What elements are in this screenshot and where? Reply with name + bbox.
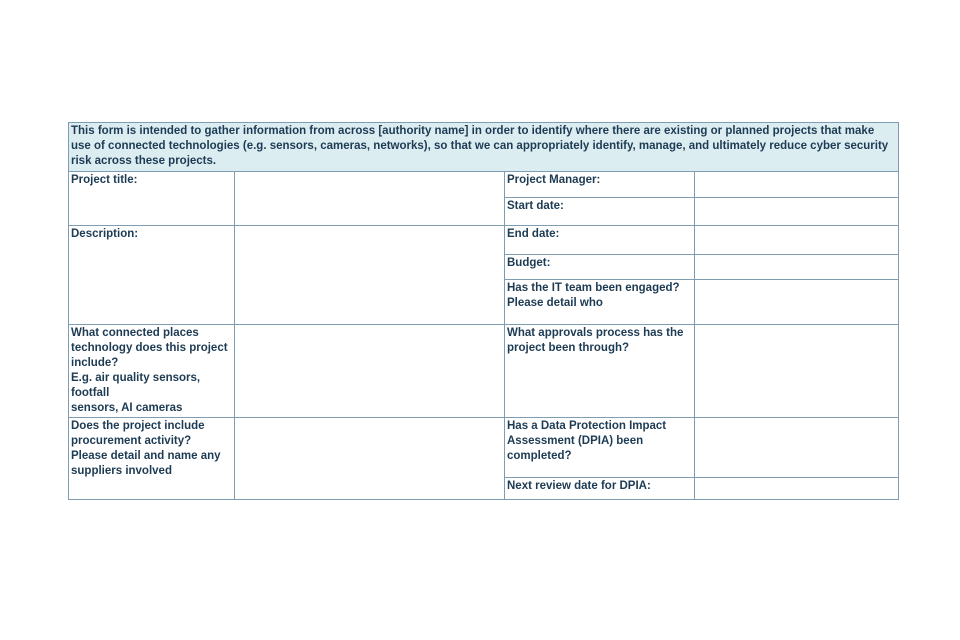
form-intro-text: This form is intended to gather information from across [authority name] in order to identify where there are existing or planned projects that make use of connected technologies (e.g. sensors, cameras, networks), so that we can appropriately identify, manage, and ultimately reduce cyber security risk across these projects. bbox=[69, 123, 899, 172]
label-approvals-process: What approvals process has the project been through? bbox=[505, 325, 695, 418]
label-description: Description: bbox=[69, 226, 235, 325]
label-it-team-engaged: Has the IT team been engaged? Please detail who bbox=[505, 280, 695, 325]
label-connected-technology: What connected places technology does this project include? E.g. air quality sensors, footfall sensors, AI cameras bbox=[69, 325, 235, 418]
label-budget: Budget: bbox=[505, 255, 695, 280]
field-start-date[interactable] bbox=[695, 198, 899, 226]
label-start-date: Start date: bbox=[505, 198, 695, 226]
label-project-manager: Project Manager: bbox=[505, 172, 695, 198]
label-procurement-activity: Does the project include procurement activity? Please detail and name any suppliers involved bbox=[69, 418, 235, 500]
field-connected-technology[interactable] bbox=[235, 325, 505, 418]
project-information-form bbox=[68, 122, 899, 500]
field-project-manager[interactable] bbox=[695, 172, 899, 198]
field-project-title[interactable] bbox=[235, 172, 505, 226]
field-budget[interactable] bbox=[695, 255, 899, 280]
field-description[interactable] bbox=[235, 226, 505, 325]
field-procurement-activity[interactable] bbox=[235, 418, 505, 500]
field-dpia-completed[interactable] bbox=[695, 418, 899, 478]
label-next-review-date: Next review date for DPIA: bbox=[505, 478, 695, 500]
field-it-team-engaged[interactable] bbox=[695, 280, 899, 325]
field-approvals-process[interactable] bbox=[695, 325, 899, 418]
label-dpia-completed: Has a Data Protection Impact Assessment (DPIA) been completed? bbox=[505, 418, 695, 478]
label-end-date: End date: bbox=[505, 226, 695, 255]
field-next-review-date[interactable] bbox=[695, 478, 899, 500]
label-project-title: Project title: bbox=[69, 172, 235, 226]
field-end-date[interactable] bbox=[695, 226, 899, 255]
